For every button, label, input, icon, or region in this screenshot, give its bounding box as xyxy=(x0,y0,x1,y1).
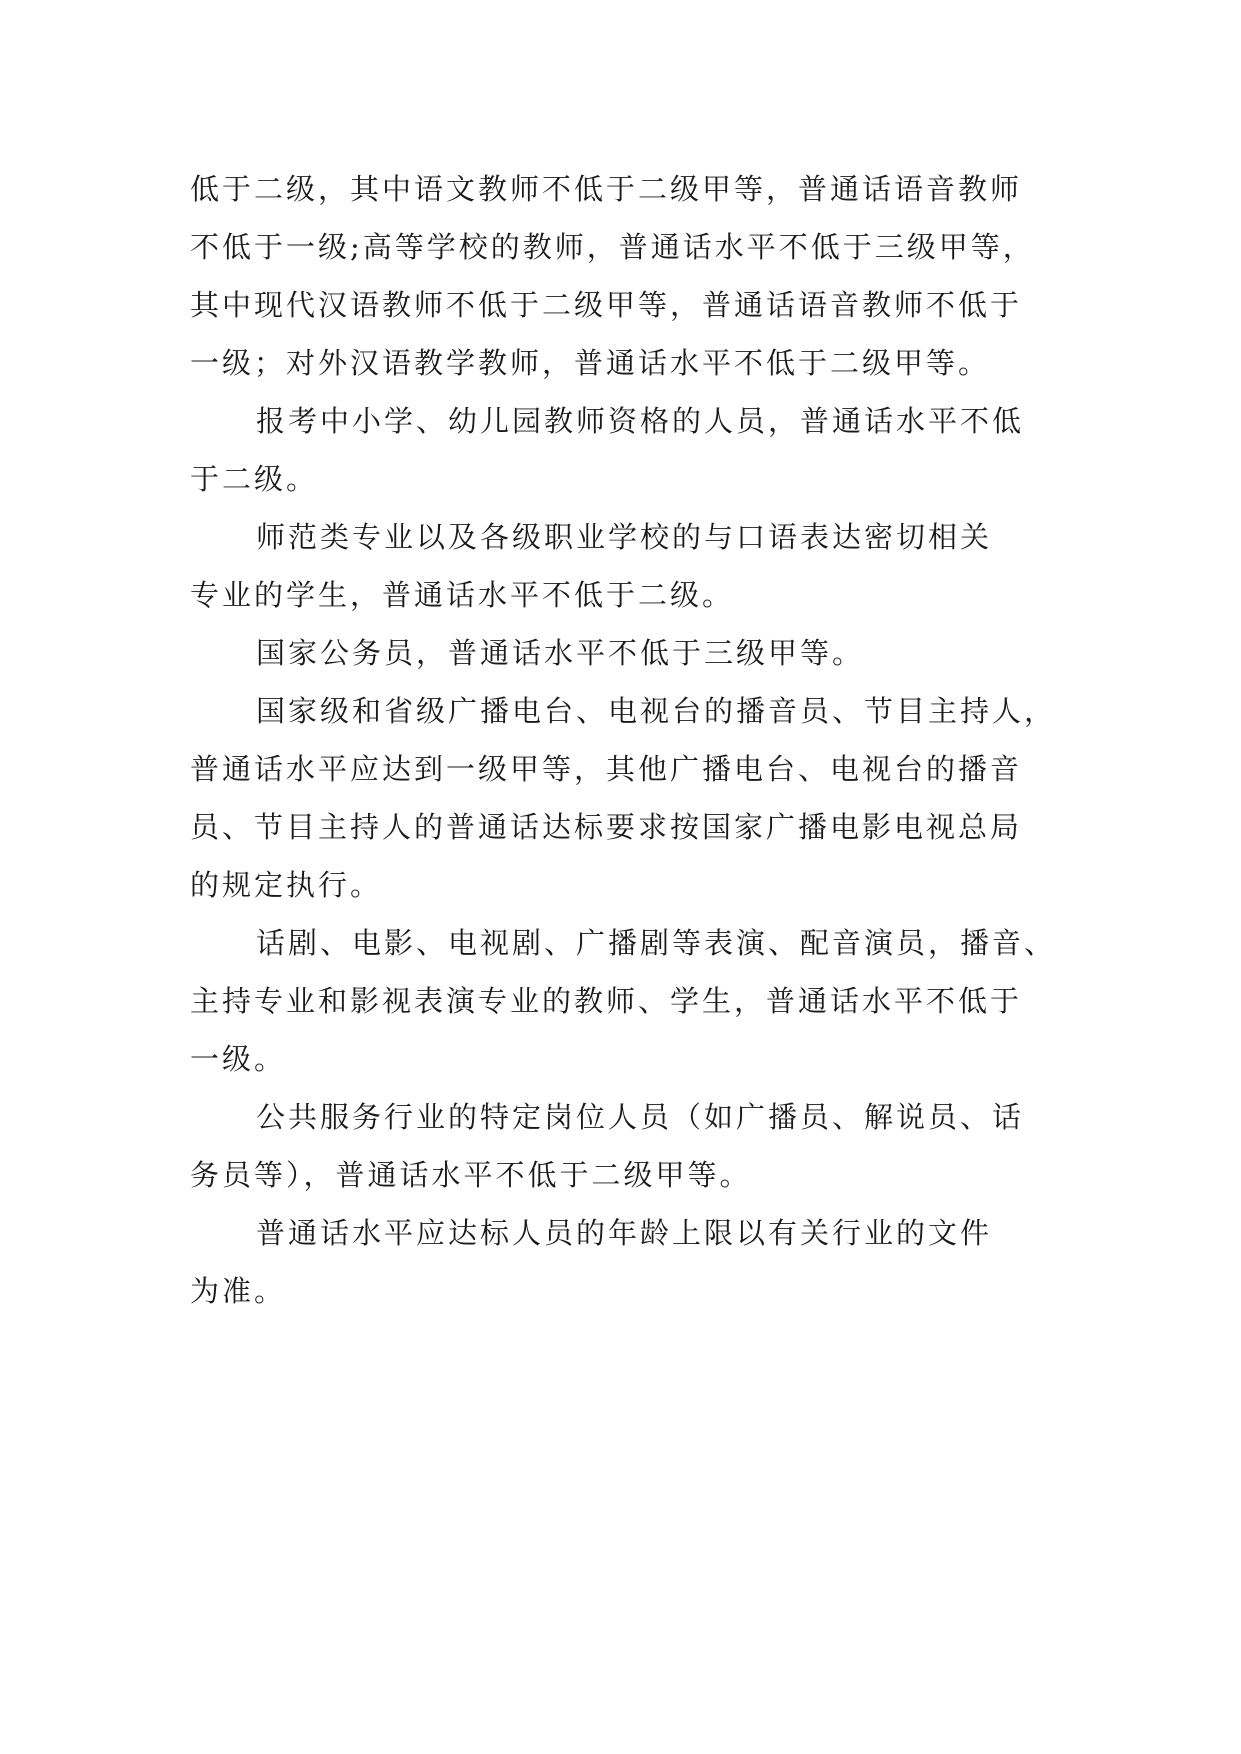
paragraph-first-line: 公共服务行业的特定岗位人员（如广播员、解说员、话 xyxy=(256,1100,1025,1134)
text-line: 其中现代汉语教师不低于二级甲等，普通话语音教师不低于 xyxy=(190,288,1023,322)
text-line: 的规定执行。 xyxy=(190,868,383,902)
text-line: 低于二级，其中语文教师不低于二级甲等，普通话语音教师 xyxy=(190,172,1023,206)
paragraph-first-line: 国家公务员，普通话水平不低于三级甲等。 xyxy=(256,636,865,670)
text-line: 员、节目主持人的普通话达标要求按国家广播电影电视总局 xyxy=(190,810,1023,844)
text-line: 于二级。 xyxy=(190,462,319,496)
text-line: 专业的学生，普通话水平不低于二级。 xyxy=(190,578,735,612)
document-body xyxy=(190,160,1057,1320)
text-line: 务员等），普通话水平不低于二级甲等。 xyxy=(190,1158,752,1192)
paragraph-first-line: 师范类专业以及各级职业学校的与口语表达密切相关 xyxy=(256,520,993,554)
paragraph-first-line: 国家级和省级广播电台、电视台的播音员、节目主持人， xyxy=(256,694,1057,728)
paragraph-first-line: 报考中小学、幼儿园教师资格的人员，普通话水平不低 xyxy=(256,404,1025,438)
text-line: 主持专业和影视表演专业的教师、学生，普通话水平不低于 xyxy=(190,984,1023,1018)
text-line: 不低于一级;高等学校的教师，普通话水平不低于三级甲等， xyxy=(190,230,1035,264)
text-line: 普通话水平应达到一级甲等，其他广播电台、电视台的播音 xyxy=(190,752,1023,786)
text-line: 一级；对外汉语教学教师，普通话水平不低于二级甲等。 xyxy=(190,346,991,380)
paragraph-first-line: 普通话水平应达标人员的年龄上限以有关行业的文件 xyxy=(256,1216,993,1250)
text-line: 一级。 xyxy=(190,1042,287,1076)
text-line: 为准。 xyxy=(190,1274,287,1308)
paragraph-first-line: 话剧、电影、电视剧、广播剧等表演、配音演员，播音、 xyxy=(256,926,1057,960)
